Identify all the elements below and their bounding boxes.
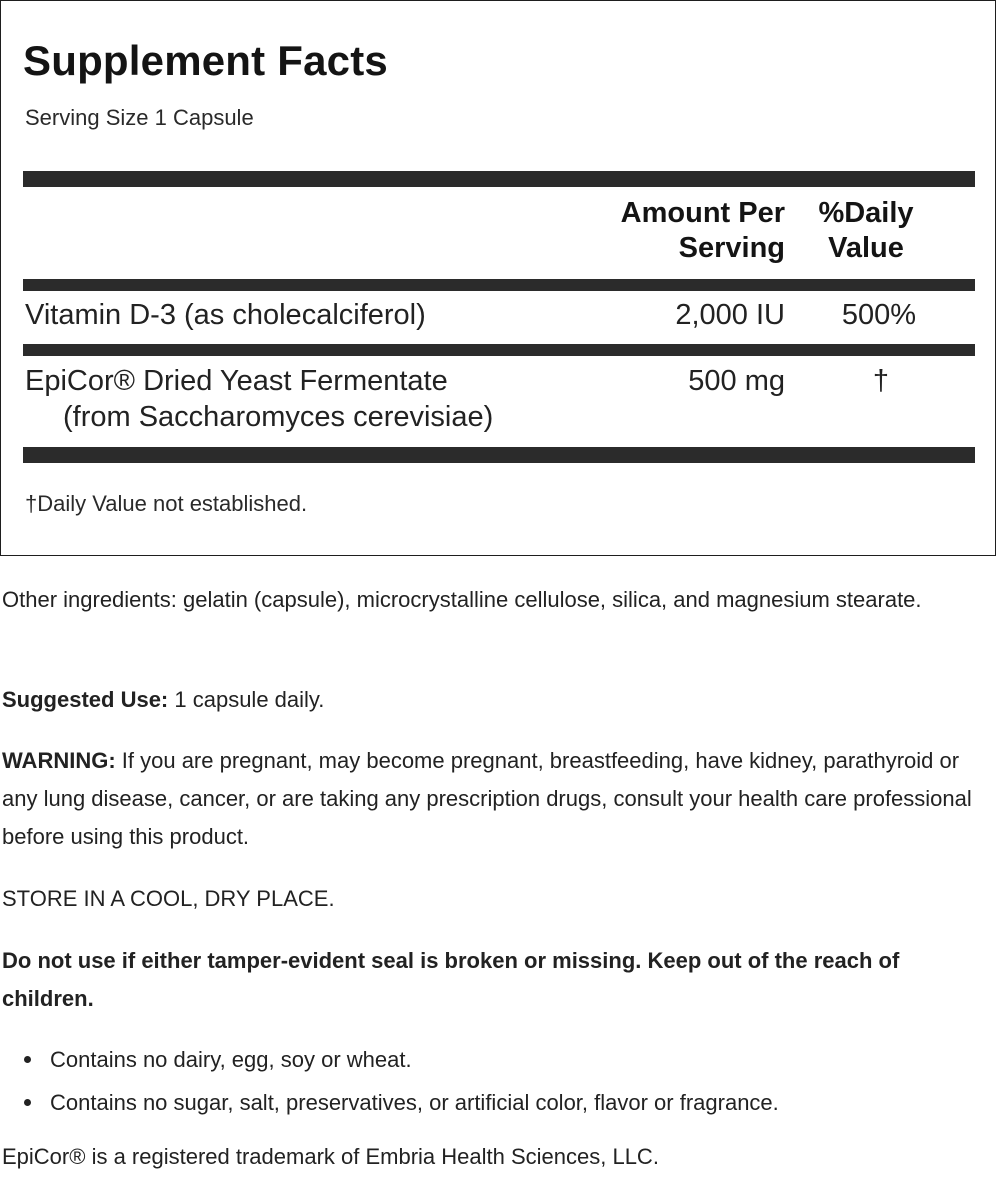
row-epicor-name: EpiCor® Dried Yeast Fermentate [25,365,448,397]
row-vitamin-d3-name: Vitamin D-3 (as cholecalciferol) [25,299,426,331]
storage-note: STORE IN A COOL, DRY PLACE. [2,886,335,911]
list-item [20,1081,779,1124]
suggested-use-label: Suggested Use: [2,687,169,712]
suggested-use-text: 1 capsule daily. [168,687,325,712]
bullet-text: Contains no sugar, salt, preservatives, or artificial color, flavor or fragrance. [50,1090,779,1115]
list-item [20,1038,779,1081]
warning-text: If you are pregnant, may become pregnant, breastfeeding, have kidney, parathyroid or any lung disease, cancer, or are taking any prescription drugs, consult your health care professional before using this product. [2,748,972,849]
bullet-icon [24,1099,31,1106]
divider-bottom [23,447,975,463]
dv-header-line1: %Daily [818,197,914,229]
divider-row [23,344,975,356]
row-epicor-source: (from Saccharomyces cerevisiae) [63,401,494,433]
warning-label: WARNING: [2,748,116,773]
suggested-use [2,681,992,719]
warning [2,742,992,856]
amount-header [561,196,785,266]
amount-header-line1: Amount Per [620,197,785,229]
divider-top [23,171,975,187]
row-vitamin-d3-amount: 2,000 IU [675,299,785,331]
other-ingredients: Other ingredients: gelatin (capsule), microcrystalline cellulose, silica, and magnesium stearate. [2,587,922,612]
row-epicor-dv: † [872,365,890,397]
tamper-warning: Do not use if either tamper-evident seal is broken or missing. Keep out of the reach of children. [2,948,900,1011]
facts-title: Supplement Facts [23,37,388,84]
serving-size: Serving Size 1 Capsule [25,105,254,130]
row-epicor-amount: 500 mg [688,365,785,397]
trademark-note: EpiCor® is a registered trademark of Embria Health Sciences, LLC. [2,1144,659,1169]
row-vitamin-d3-dv: 500% [841,299,917,331]
bullet-text: Contains no dairy, egg, soy or wheat. [50,1047,412,1072]
amount-header-line2: Serving [678,232,785,264]
dv-header-line2: Value [828,232,904,264]
bullet-list [20,1038,779,1124]
divider-header [23,279,975,291]
supplement-facts-panel [0,0,996,556]
daily-value-header [801,196,931,266]
bullet-icon [24,1056,31,1063]
daily-value-footnote: †Daily Value not established. [25,491,308,516]
